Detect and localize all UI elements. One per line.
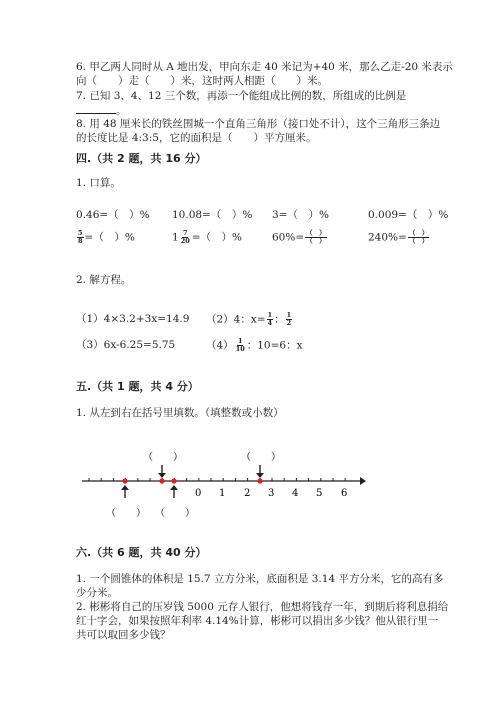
top-bracket-2[interactable]: （ ） (241, 452, 281, 463)
point-marker (257, 478, 262, 483)
axis-arrow-icon (360, 477, 366, 485)
point-marker (171, 478, 176, 483)
q6-line1: 6. 甲乙两人同时从 A 地出发，甲向东走 40 米记为+40 米，那么乙走-20 米表示 (76, 61, 453, 73)
calc-60pct: 60%= $\frac{( )}{( )}$ (272, 229, 326, 245)
answer-blank[interactable] (76, 103, 116, 114)
q8-line1: 8. 用 48 厘米长的铁丝围城一个直角三角形（接口处不计），这个三角形三条边 (76, 118, 441, 130)
equation-2: （2）4：x= $\frac{1}{4}$ ： $\frac{1}{2}$ (206, 311, 292, 327)
tick-label-3: 3 (268, 488, 275, 499)
tick-label-5: 5 (316, 488, 323, 499)
section5-title: 五.（共 1 题，共 4 分） (76, 380, 199, 393)
up-arrow-icon (121, 485, 129, 498)
bottom-bracket-2[interactable]: （ ） (155, 508, 195, 519)
up-arrow-icon (170, 485, 178, 498)
q8-line2: 的长度比是 4:3:5，它的面积是（ ）平方厘米。 (76, 132, 317, 144)
q7-line1: 7. 已知 3、4、12 三个数，再添一个能组成比例的数，所组成的比例是 (76, 90, 407, 102)
tick-label-6: 6 (341, 488, 348, 499)
s4-q1-title: 1. 口算。 (76, 177, 121, 189)
section6-title: 六.（共 6 题，共 40 分） (76, 546, 207, 559)
calc-5-8: $\frac{5}{8}$ =（ ）% (78, 229, 135, 245)
equation-3: （3）6x-6.25=5.75 (76, 339, 176, 351)
s6-q2-line3: 共可以取回多少钱？ (76, 629, 171, 641)
s6-q2-line2: 红十字会，如果按照年利率 4.14%计算，彬彬可以捐出多少钱？他从银行里一 (76, 615, 439, 627)
s6-q1-line1: 1. 一个圆锥体的体积是 15.7 立方分米，底面积是 3.14 平方分米，它的高有多 (76, 573, 444, 585)
calc-10.08: 10.08=（ ）% (172, 209, 253, 221)
point-marker (159, 478, 164, 483)
calc-0.46: 0.46=（ ）% (76, 209, 150, 221)
tick-label-2: 2 (244, 488, 251, 499)
q7-line2: 。 (76, 103, 127, 118)
tick-label-0: 0 (195, 488, 202, 499)
number-line-diagram (0, 440, 500, 530)
s6-q2-line1: 2. 彬彬将自己的压岁钱 5000 元存人银行，他想将钱存一年，到期后将利息捐给 (76, 601, 449, 613)
point-marker (122, 478, 127, 483)
s4-q2-title: 2. 解方程。 (76, 274, 132, 286)
section4-title: 四.（共 2 题，共 16 分） (76, 152, 207, 165)
calc-1-7-20: 1 $\frac{7}{20}$ =（ ）% (172, 229, 243, 245)
calc-0.009: 0.009=（ ）% (368, 209, 449, 221)
down-arrow-icon (256, 465, 264, 478)
tick-label-1: 1 (219, 488, 226, 499)
q6-line2: 向（ ）走（ ）米，这时两人相距（ ）米。 (76, 75, 328, 87)
tick-labels (195, 488, 347, 499)
s6-q1-line2: 少分米。 (76, 587, 118, 599)
bottom-bracket-1[interactable]: （ ） (106, 508, 146, 519)
down-arrow-icon (158, 465, 166, 478)
top-bracket-1[interactable]: （ ） (143, 452, 183, 463)
s5-q1-title: 1. 从左到右在括号里填数。（填整数或小数） (76, 407, 284, 419)
equation-4: （4） $\frac{1}{10}$ ：10=6：x (206, 337, 303, 353)
equation-1: （1）4×3.2+3x=14.9 (76, 313, 190, 325)
calc-240pct: 240%= $\frac{( )}{( )}$ (368, 229, 429, 245)
tick-label-4: 4 (292, 488, 299, 499)
calc-3: 3=（ ）% (272, 209, 329, 221)
